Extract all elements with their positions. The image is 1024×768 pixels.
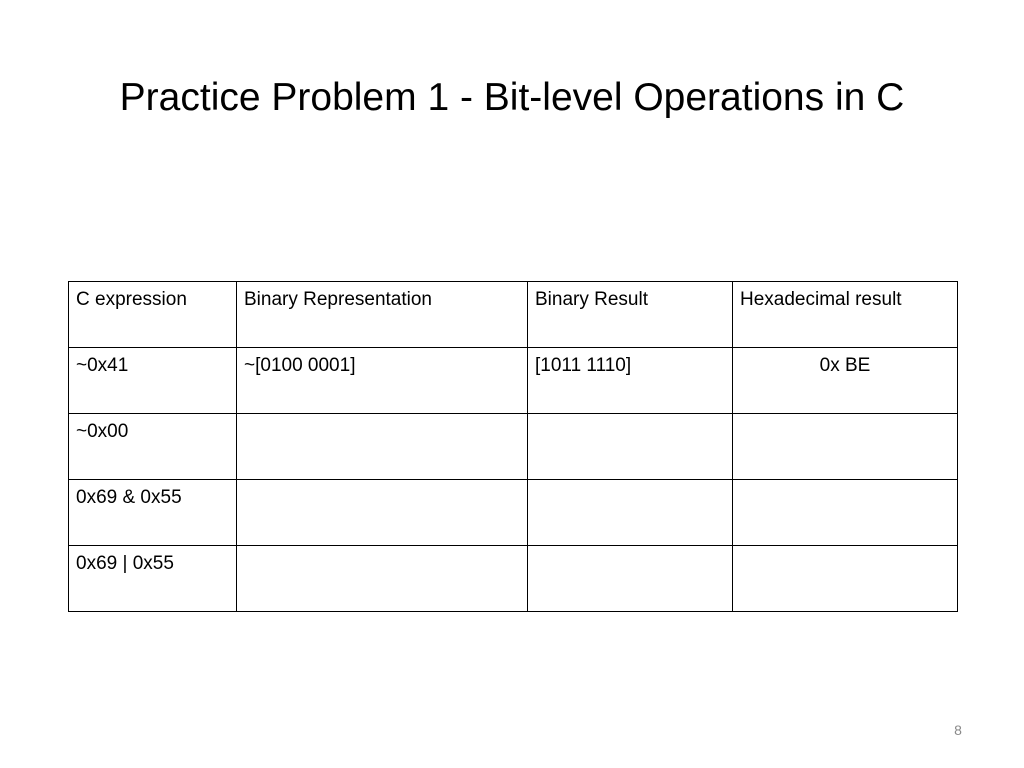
cell-hex-result	[733, 546, 958, 612]
cell-binary-representation	[237, 546, 528, 612]
cell-hex-result: 0x BE	[733, 348, 958, 414]
table-row	[69, 546, 958, 612]
header-c-expression: C expression	[69, 282, 237, 348]
cell-binary-representation	[237, 480, 528, 546]
table-row	[69, 414, 958, 480]
cell-hex-result	[733, 480, 958, 546]
cell-expression: 0x69 & 0x55	[69, 480, 237, 546]
cell-hex-result	[733, 414, 958, 480]
table-header-row	[69, 282, 958, 348]
cell-binary-result	[528, 480, 733, 546]
header-binary-result: Binary Result	[528, 282, 733, 348]
cell-binary-result	[528, 546, 733, 612]
page-number: 8	[954, 722, 962, 738]
header-binary-representation: Binary Representation	[237, 282, 528, 348]
cell-binary-result	[528, 414, 733, 480]
practice-table	[68, 281, 958, 612]
slide-title: Practice Problem 1 - Bit-level Operations in C	[119, 76, 905, 119]
table-row	[69, 348, 958, 414]
cell-binary-representation	[237, 414, 528, 480]
cell-expression: ~0x41	[69, 348, 237, 414]
cell-binary-representation: ~[0100 0001]	[237, 348, 528, 414]
header-hexadecimal-result: Hexadecimal result	[733, 282, 958, 348]
cell-expression: ~0x00	[69, 414, 237, 480]
table-row	[69, 480, 958, 546]
cell-binary-result: [1011 1110]	[528, 348, 733, 414]
cell-expression: 0x69 | 0x55	[69, 546, 237, 612]
